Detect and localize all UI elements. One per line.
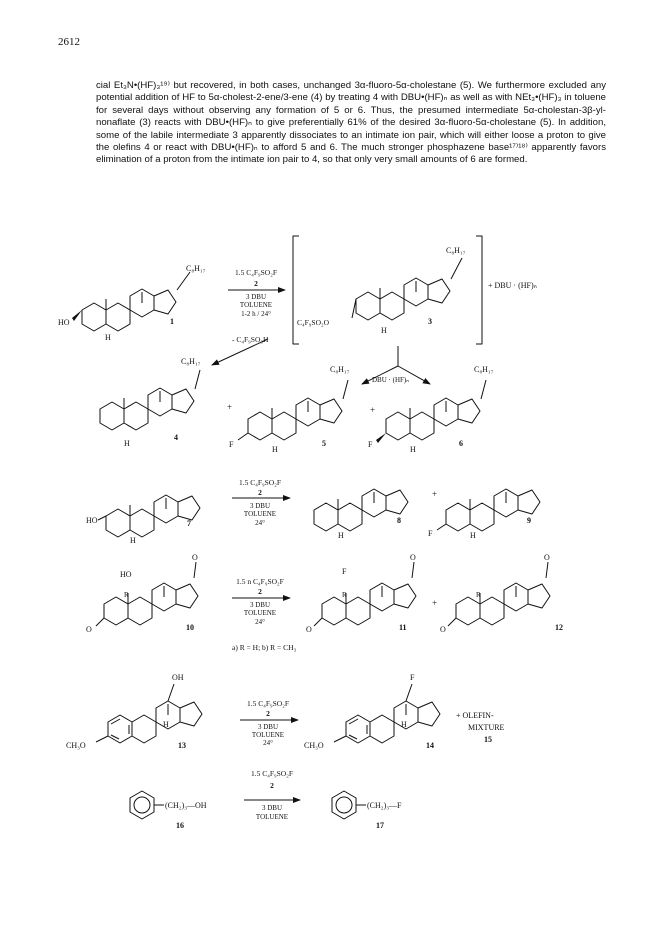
h-label: H	[470, 531, 476, 540]
conditions: 24°	[263, 739, 273, 747]
right-bracket	[476, 236, 482, 344]
reagent-1-number: 2	[270, 781, 274, 790]
keto-oxygen: O	[192, 553, 198, 562]
body-paragraph: cial Et₃N•(HF)₃¹⁹⁾ but recovered, in both cases, unchanged 3α-fluoro-5α-cholestane (5). We furthermore excluded any potential addition of HF to 5α-cholest-2-ene/3-ene (4) by treating 4 with DBU•(HF)ₙ as well as with NEt₃•(HF)₃ in toluene for several days without observing any formation of 5 or 6. Thus, the presumed intermediate 5α-cholestan-3β-yl-nonaflate (3) reacts with DBU•(HF)ₙ to give preferentially 61% of the desired 3α-fluoro-5α-cholestane (5). In addition, some of the labile intermediate 3 apparently dissociates to an intimate ion pair, which will either loose a proton to give the olefins 4 or react with DBU•(HF)ₙ to afford 5 and 6. The much stronger phosphazene base¹⁷⁾¹⁸⁾ apparently favors elimination of a proton from the intimate ion pair to 4, so that only very small amounts of 6 are formed.	[96, 80, 606, 166]
sidechain-label: C₈H₁₇	[186, 264, 206, 273]
side-product: - C₄F₉SO₃H	[232, 335, 269, 344]
reaction-3	[86, 553, 563, 652]
compound-number-1: 1	[170, 317, 174, 326]
solvent: TOLUENE	[251, 731, 285, 739]
compound-number-13: 13	[178, 741, 186, 750]
reagent-1: 1.5 C₄F₉SO₂F	[246, 699, 290, 708]
h-label: H	[401, 720, 407, 729]
sidechain-label: C₈H₁₇	[330, 365, 350, 374]
compound-number-12: 12	[555, 623, 563, 632]
enone-oxygen: O	[440, 625, 446, 634]
keto-oxygen: O	[544, 553, 550, 562]
compound-number-15: 15	[484, 735, 492, 744]
fluoro-label: F	[229, 440, 234, 449]
compound-number-14: 14	[426, 741, 434, 750]
compound-12-structure	[440, 553, 563, 634]
solvent: TOLUENE	[243, 510, 277, 518]
reagent-1-number: 2	[258, 488, 262, 497]
olefin-mixture-line2: MIXTURE	[468, 723, 505, 732]
compound-number-9: 9	[527, 516, 531, 525]
compound-17-structure	[332, 791, 402, 830]
reagent-2: 3 DBU	[249, 601, 271, 609]
sidechain-label: C₈H₁₇	[446, 246, 466, 255]
reaction-1	[58, 236, 537, 454]
compound-number-4: 4	[174, 433, 178, 442]
compound-14-structure	[304, 673, 440, 750]
reagent-2: 3 DBU	[261, 804, 283, 812]
reaction-4	[66, 673, 505, 750]
plus-sign: +	[227, 402, 233, 412]
h-label: H	[163, 720, 169, 729]
fluoro-label: F	[342, 567, 347, 576]
plus-sign: +	[432, 598, 438, 608]
compound-16-structure	[130, 791, 207, 830]
h-label: H	[105, 333, 111, 342]
hydroxyl-label: HO	[86, 516, 98, 525]
conditions: 24°	[255, 618, 265, 626]
solvent: TOLUENE	[239, 301, 273, 309]
olefin-mixture-line1: + OLEFIN-	[456, 711, 494, 720]
reagent-2: 3 DBU	[257, 723, 279, 731]
reagent-1-number: 2	[258, 587, 262, 596]
compound-4-structure	[100, 357, 201, 448]
reaction-5	[130, 769, 402, 830]
sidechain-label: C₈H₁₇	[474, 365, 494, 374]
nonaflate-label: C₄F₉SO₂O	[297, 318, 330, 327]
hydroxyl-label: OH	[172, 673, 184, 682]
dbu-arrow-label: DBU · (HF)ₙ	[372, 376, 410, 384]
plus-sign: +	[370, 405, 376, 415]
hydroxyl-label: HO	[120, 570, 132, 579]
compound-number-17: 17	[376, 821, 384, 830]
compound-number-11: 11	[399, 623, 407, 632]
compound-7-structure	[86, 495, 200, 545]
compound-number-8: 8	[397, 516, 401, 525]
compound-number-10: 10	[186, 623, 194, 632]
sidechain-label: C₈H₁₇	[181, 357, 201, 366]
conditions: 24°	[255, 519, 265, 527]
compound-13-structure	[66, 673, 202, 750]
h-label: H	[410, 445, 416, 454]
compound-5-structure	[229, 365, 350, 454]
dbu-hf-byproduct: + DBU · (HF)ₙ	[488, 281, 537, 290]
page-number: 2612	[58, 36, 80, 48]
solvent: TOLUENE	[255, 813, 289, 821]
r-group: R	[342, 591, 347, 599]
reaction-2	[86, 478, 540, 545]
compound-number-16: 16	[176, 821, 184, 830]
h-label: H	[381, 326, 387, 335]
compound-number-6: 6	[459, 439, 463, 448]
reagent-1: 1.5 C₄F₉SO₂F	[250, 769, 294, 778]
fluoro-label: F	[410, 673, 415, 682]
reagent-2: 3 DBU	[245, 293, 267, 301]
left-bracket	[293, 236, 299, 344]
r-group: R	[124, 591, 129, 599]
compound-10-structure	[86, 553, 198, 634]
solvent: TOLUENE	[243, 609, 277, 617]
compound-8-structure	[314, 489, 408, 540]
fluoro-label: F	[428, 529, 433, 538]
propanol-chain: (CH₂)₃—OH	[165, 801, 207, 810]
reagent-1: 1.5 n C₄F₉SO₂F	[236, 577, 284, 586]
h-label: H	[130, 536, 136, 545]
compound-1-structure	[58, 264, 206, 342]
conditions: 1-2 h / 24°	[241, 310, 271, 318]
keto-oxygen: O	[410, 553, 416, 562]
compound-9-structure	[428, 489, 540, 540]
reagent-1-number: 2	[254, 279, 258, 288]
fluoro-label: F	[368, 440, 373, 449]
h-label: H	[338, 531, 344, 540]
methoxy-label: CH₃O	[66, 741, 86, 750]
r-group-note: a) R = H; b) R = CH₃	[232, 643, 297, 652]
h-label: H	[272, 445, 278, 454]
reagent-1: 1.5 C₄F₉SO₂F	[238, 478, 282, 487]
r-group: R	[476, 591, 481, 599]
reagent-1: 1.5 C₄F₉SO₂F	[234, 268, 278, 277]
reagent-1-number: 2	[266, 709, 270, 718]
compound-number-3: 3	[428, 317, 432, 326]
methoxy-label: CH₃O	[304, 741, 324, 750]
enone-oxygen: O	[86, 625, 92, 634]
hydroxyl-label: HO	[58, 318, 70, 327]
enone-oxygen: O	[306, 625, 312, 634]
compound-3-structure	[297, 246, 466, 335]
plus-sign: +	[432, 489, 438, 499]
compound-11-structure	[306, 553, 416, 634]
compound-number-5: 5	[322, 439, 326, 448]
fluoropropyl-chain: (CH₂)₃—F	[367, 801, 402, 810]
compound-number-7: 7	[187, 519, 191, 528]
h-label: H	[124, 439, 130, 448]
reagent-2: 3 DBU	[249, 502, 271, 510]
